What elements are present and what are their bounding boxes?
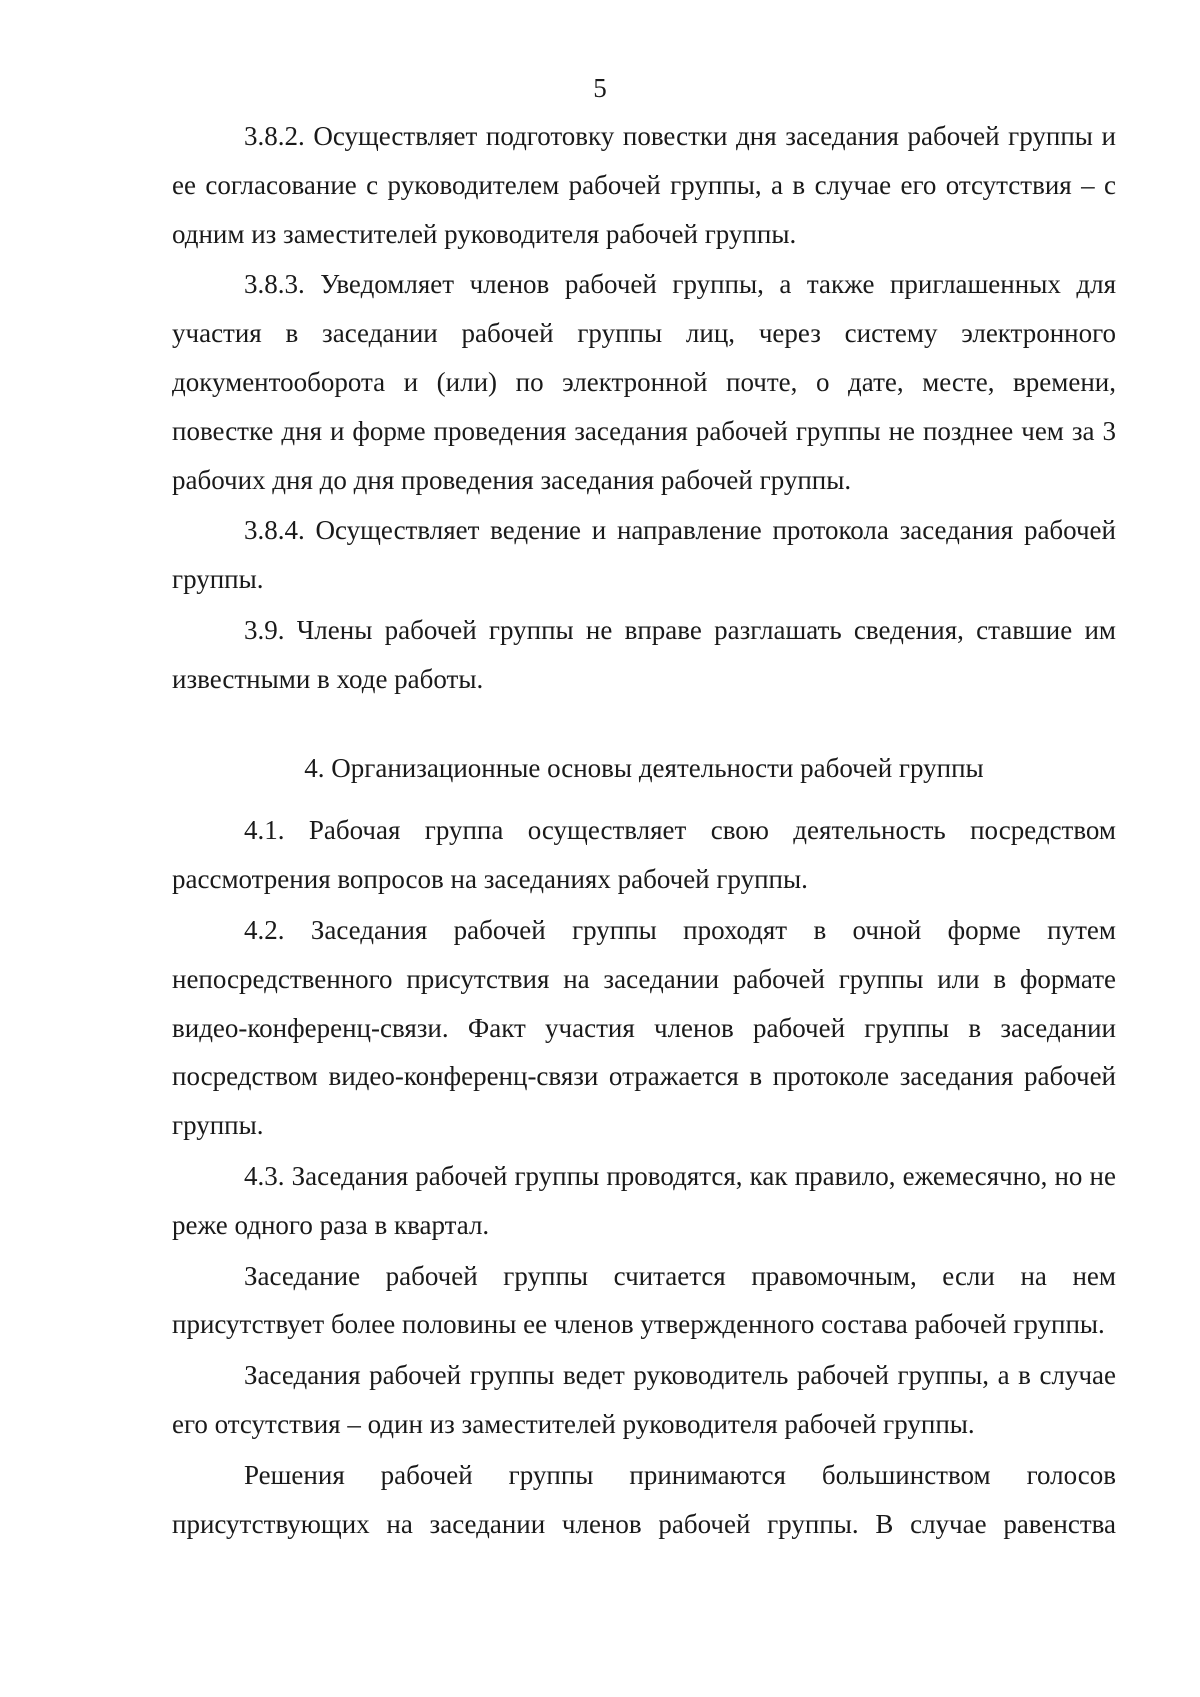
paragraph-3-8-2: 3.8.2. Осуществляет подготовку повестки дня заседания рабочей группы и ее согласование с руководителем рабочей группы, а в случае его отсутствия – с одним из заместителей руководителя рабочей группы. [172,121,1116,249]
paragraph-quorum: Заседание рабочей группы считается правомочным, если на нем присутствует более половины ее членов утвержденного состава рабочей группы. [172,1260,1116,1340]
paragraph-chair: Заседания рабочей группы ведет руководитель рабочей группы, а в случае его отсутствия – один из заместителей руководителя рабочей группы. [172,1360,1116,1439]
document-body [172,112,1116,1550]
paragraph-4-1: 4.1. Рабочая группа осуществляет свою деятельность посредством рассмотрения вопросов на заседаниях рабочей группы. [172,815,1116,895]
paragraph-decisions: Решения рабочей группы принимаются большинством голосов присутствующих на заседании членов рабочей группы. В случае равенства [172,1459,1116,1539]
page-number: 5 [593,73,607,103]
paragraph-4-3: 4.3. Заседания рабочей группы проводятся, как правило, ежемесячно, но не реже одного раза в квартал. [172,1160,1116,1240]
section-4-heading: 4. Организационные основы деятельности рабочей группы [304,752,984,783]
paragraph-3-8-3: 3.8.3. Уведомляет членов рабочей группы, а также приглашенных для участия в заседании рабочей группы лиц, через систему электронного документооборота и (или) по электронной почте, о дате, месте, времени, повестке дня и форме проведения заседания рабочей группы не позднее чем за 3 рабочих дня до дня проведения заседания рабочей группы. [172,269,1116,495]
paragraph-3-8-4: 3.8.4. Осуществляет ведение и направление протокола заседания рабочей группы. [172,515,1116,595]
paragraph-3-9: 3.9. Члены рабочей группы не вправе разглашать сведения, ставшие им известными в ходе работы. [172,614,1116,694]
paragraph-4-2: 4.2. Заседания рабочей группы проходят в очной форме путем непосредственного присутствия на заседании рабочей группы или в формате видео-конференц-связи. Факт участия членов рабочей группы в заседании посредством видео-конференц-связи отражается в протоколе заседания рабочей группы. [172,914,1116,1141]
